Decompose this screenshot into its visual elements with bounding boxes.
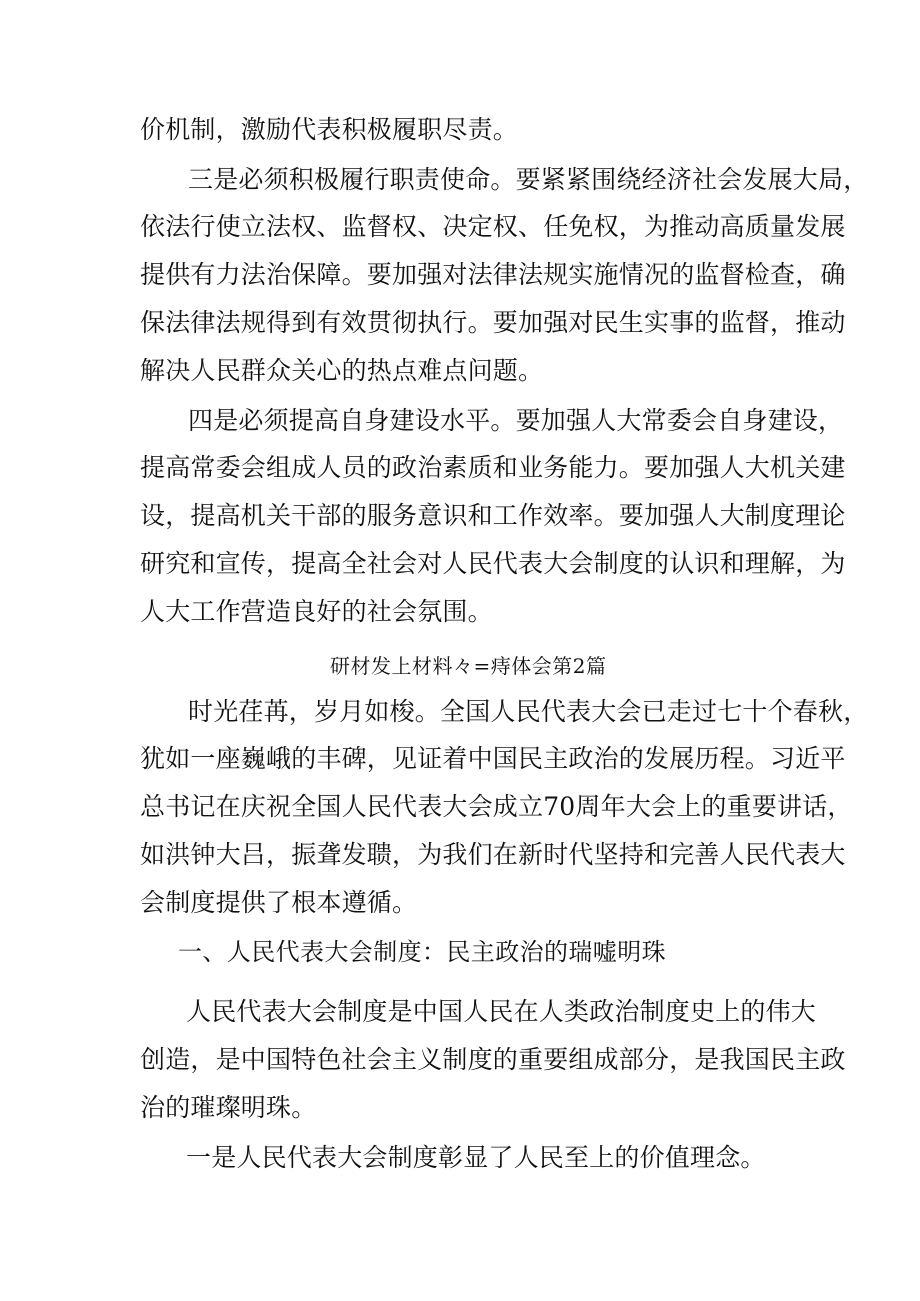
text-line: 人民代表大会制度是中国人民在人类政治制度史上的伟大 xyxy=(186,997,817,1026)
text-line: 依法行使立法权、监督权、决定权、任免权，为推动高质量发展 xyxy=(140,212,846,241)
text-line: 提供有力法治保障。要加强对法律法规实施情况的监督检查，确 xyxy=(140,260,846,289)
text-line: 保法律法规得到有效贯彻执行。要加强对民生实事的监督，推动 xyxy=(140,308,846,337)
text-line: 治的璀璨明珠。 xyxy=(140,1093,317,1122)
text-line: 人大工作营造良好的社会氛围。 xyxy=(140,597,493,626)
text-line: 三是必须积极履行职责使命。要紧紧围绕经济社会发展大局， xyxy=(188,165,869,194)
text-line: 提高常委会组成人员的政治素质和业务能力。要加强人大机关建 xyxy=(140,453,846,482)
text-line: 设，提高机关干部的服务意识和工作效率。要加强人大制度理论 xyxy=(140,501,846,530)
text-line: 总书记在庆祝全国人民代表大会成立70周年大会上的重要讲话， xyxy=(140,792,853,821)
text-line: 价机制，激励代表积极履职尽责。 xyxy=(140,115,519,144)
text-line: 研究和宣传，提高全社会对人民代表大会制度的认识和理解，为 xyxy=(140,549,846,578)
text-line: 创造，是中国特色社会主义制度的重要组成部分，是我国民主政 xyxy=(140,1045,846,1074)
text-line: 犹如一座巍峨的丰碑，见证着中国民主政治的发展历程。习近平 xyxy=(140,744,846,773)
text-line: 四是必须提高自身建设水平。要加强人大常委会自身建设， xyxy=(188,406,844,435)
text-line: 一是人民代表大会制度彰显了人民至上的价值理念。 xyxy=(186,1143,766,1172)
section-heading: 一、人民代表大会制度：民主政治的瑞嘘明珠 xyxy=(178,938,666,966)
text-line: 时光荏苒，岁月如梭。全国人民代表大会已走过七十个春秋， xyxy=(188,697,869,726)
text-line: 会制度提供了根本遵循。 xyxy=(140,888,418,917)
text-line: 解决人民群众关心的热点难点问题。 xyxy=(140,356,544,385)
text-line: 如洪钟大吕，振聋发聩，为我们在新时代坚持和完善人民代表大 xyxy=(140,840,846,869)
article-subtitle: 研材发上材料々=痔体会第2篇 xyxy=(330,654,607,678)
